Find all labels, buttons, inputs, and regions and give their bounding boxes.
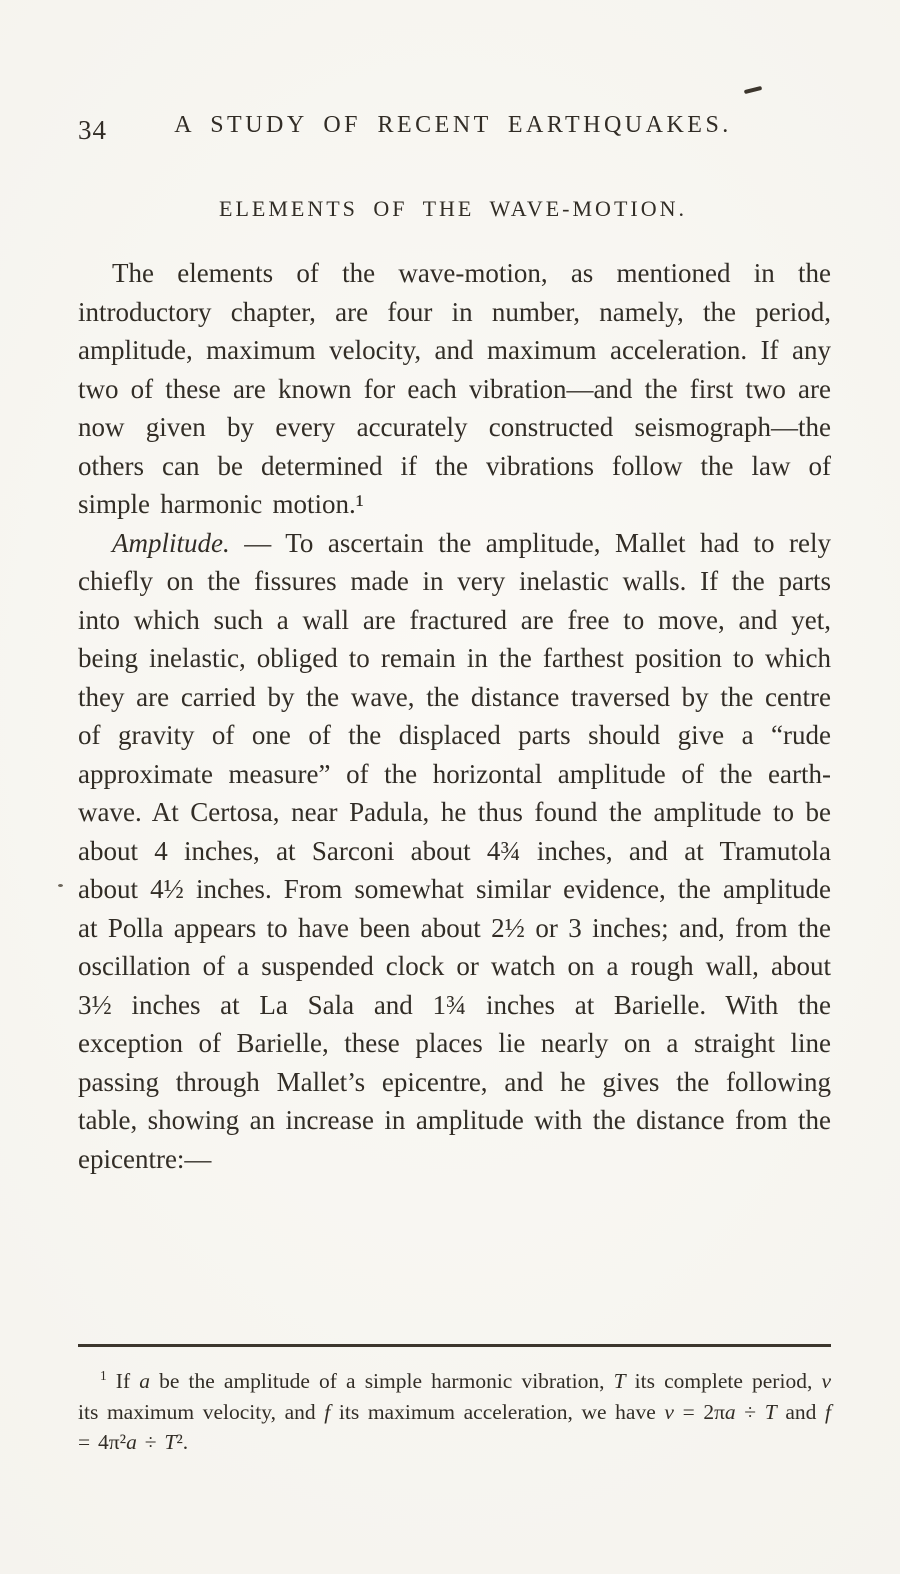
page-header	[78, 112, 828, 148]
footnote-divider	[78, 1344, 831, 1347]
footnote-text: $^1$ If a be the amplitude of a simple harmonic vibration, T its complete period, v its maximum velocity, and f its maximum acceleration, we have v = 2πa ÷ T and f = 4π²a ÷ T².	[78, 1367, 831, 1454]
body-text	[78, 254, 831, 1178]
paragraph-lead-italic: Amplitude.	[112, 527, 230, 558]
scan-mark	[744, 86, 762, 94]
footnote	[78, 1366, 831, 1458]
margin-speck	[58, 884, 63, 887]
page-number: 34	[78, 115, 107, 145]
running-header: A STUDY OF RECENT EARTHQUAKES.	[174, 112, 732, 138]
paragraph-1: The elements of the wave-motion, as mentioned in the introductory chapter, are four in number, namely, the period, amplitude, maximum velocity, and maximum acceleration. If any two of these are known for each vibration—and the first two are now given by every accurately constructed seismograph—the others can be determined if the vibrations follow the law of simple harmonic motion.¹	[78, 258, 831, 519]
paragraph-2: Amplitude. — To ascertain the amplitude, Mallet had to rely chiefly on the fissures made in very inelastic walls. If the parts into which such a wall are fractured are free to move, and yet, being inelastic, obliged to remain in the farthest position to which they are carried by the wave, the distance traversed by the centre of gravity of one of the displaced parts should give a “rude approximate measure” of the horizontal amplitude of the earth-wave. At Certosa, near Padula, he thus found the amplitude to be about 4 inches, at Sarconi about 4¾ inches, and at Tramutola about 4½ inches. From somewhat similar evidence, the amplitude at Polla appears to have been about 2½ or 3 inches; and, from the oscillation of a suspended clock or watch on a rough wall, about 3½ inches at La Sala and 1¾ inches at Barielle. With the exception of Barielle, these places lie nearly on a straight line passing through Mallet’s epicentre, and he gives the following table, showing an increase in amplitude with the distance from the epicentre:—	[78, 527, 831, 1174]
section-heading: ELEMENTS OF THE WAVE-MOTION.	[219, 196, 687, 221]
